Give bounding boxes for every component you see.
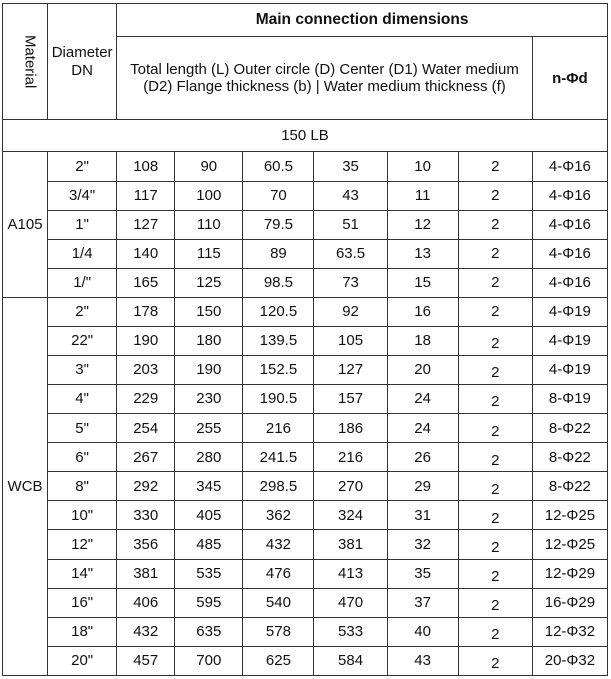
outer-circle-cell: 635 xyxy=(175,617,243,646)
diameter-cell: 18" xyxy=(48,617,117,646)
medium-thickness-cell: 2 xyxy=(458,385,532,414)
center-cell: 216 xyxy=(243,414,314,443)
total-length-cell: 432 xyxy=(117,617,175,646)
water-medium-cell: 270 xyxy=(314,472,387,501)
diameter-cell: 5" xyxy=(48,414,117,443)
center-cell: 89 xyxy=(243,239,314,268)
diameter-cell: 6" xyxy=(48,443,117,472)
outer-circle-cell: 115 xyxy=(175,239,243,268)
medium-thickness-cell: 2 xyxy=(458,268,532,297)
table-row xyxy=(3,443,608,472)
diameter-cell: 1/" xyxy=(48,268,117,297)
water-medium-cell: 63.5 xyxy=(314,239,387,268)
center-cell: 70 xyxy=(243,181,314,210)
outer-circle-cell: 100 xyxy=(175,181,243,210)
total-length-cell: 165 xyxy=(117,268,175,297)
flange-thickness-cell: 24 xyxy=(387,414,458,443)
diameter-cell: 16" xyxy=(48,588,117,617)
water-medium-cell: 470 xyxy=(314,588,387,617)
n-phi-d-cell: 4-Φ19 xyxy=(532,297,607,326)
outer-circle-cell: 595 xyxy=(175,588,243,617)
outer-circle-cell: 190 xyxy=(175,355,243,384)
diameter-header: Diameter DN xyxy=(48,4,117,120)
n-phi-d-cell: 4-Φ16 xyxy=(532,210,607,239)
water-medium-cell: 381 xyxy=(314,530,387,559)
medium-thickness-cell: 2 xyxy=(458,414,532,443)
flange-thickness-cell: 10 xyxy=(387,152,458,181)
n-phi-d-cell: 16-Φ29 xyxy=(532,588,607,617)
table-row xyxy=(3,414,608,443)
n-phi-d-cell: 12-Φ29 xyxy=(532,559,607,588)
center-cell: 298.5 xyxy=(243,472,314,501)
total-length-cell: 229 xyxy=(117,385,175,414)
diameter-cell: 1" xyxy=(48,210,117,239)
center-cell: 60.5 xyxy=(243,152,314,181)
diameter-cell: 2" xyxy=(48,297,117,326)
flange-thickness-cell: 13 xyxy=(387,239,458,268)
outer-circle-cell: 345 xyxy=(175,472,243,501)
n-phi-d-cell: 4-Φ16 xyxy=(532,239,607,268)
total-length-cell: 356 xyxy=(117,530,175,559)
material-header-cell xyxy=(3,4,48,120)
water-medium-cell: 584 xyxy=(314,646,387,675)
n-phi-d-cell: 8-Φ22 xyxy=(532,414,607,443)
medium-thickness-cell: 2 xyxy=(458,646,532,675)
table-row xyxy=(3,239,608,268)
outer-circle-cell: 280 xyxy=(175,443,243,472)
diameter-cell: 3/4" xyxy=(48,181,117,210)
diameter-cell: 20" xyxy=(48,646,117,675)
diameter-cell: 10" xyxy=(48,501,117,530)
outer-circle-cell: 180 xyxy=(175,326,243,355)
outer-circle-cell: 230 xyxy=(175,385,243,414)
center-cell: 578 xyxy=(243,617,314,646)
flange-thickness-cell: 16 xyxy=(387,297,458,326)
total-length-cell: 381 xyxy=(117,559,175,588)
center-cell: 98.5 xyxy=(243,268,314,297)
outer-circle-cell: 150 xyxy=(175,297,243,326)
table-row xyxy=(3,181,608,210)
total-length-cell: 127 xyxy=(117,210,175,239)
dimensions-table xyxy=(2,3,608,676)
total-length-cell: 406 xyxy=(117,588,175,617)
n-phi-d-cell: 4-Φ16 xyxy=(532,152,607,181)
n-phi-d-header: n-Φd xyxy=(532,37,607,120)
water-medium-cell: 51 xyxy=(314,210,387,239)
table-row xyxy=(3,385,608,414)
center-cell: 120.5 xyxy=(243,297,314,326)
outer-circle-cell: 405 xyxy=(175,501,243,530)
flange-thickness-cell: 35 xyxy=(387,559,458,588)
table-row xyxy=(3,617,608,646)
outer-circle-cell: 90 xyxy=(175,152,243,181)
table-row xyxy=(3,472,608,501)
center-cell: 476 xyxy=(243,559,314,588)
table-row xyxy=(3,559,608,588)
medium-thickness-cell: 2 xyxy=(458,297,532,326)
medium-thickness-cell: 2 xyxy=(458,239,532,268)
table-row xyxy=(3,355,608,384)
diameter-cell: 4" xyxy=(48,385,117,414)
flange-thickness-cell: 37 xyxy=(387,588,458,617)
diameter-cell: 2" xyxy=(48,152,117,181)
total-length-cell: 292 xyxy=(117,472,175,501)
center-cell: 190.5 xyxy=(243,385,314,414)
flange-thickness-cell: 12 xyxy=(387,210,458,239)
outer-circle-cell: 485 xyxy=(175,530,243,559)
material-header: Material xyxy=(21,34,39,89)
flange-thickness-cell: 11 xyxy=(387,181,458,210)
diameter-cell: 22" xyxy=(48,326,117,355)
total-length-cell: 457 xyxy=(117,646,175,675)
medium-thickness-cell: 2 xyxy=(458,443,532,472)
material-cell: A105 xyxy=(3,152,48,297)
n-phi-d-cell: 8-Φ22 xyxy=(532,472,607,501)
total-length-cell: 267 xyxy=(117,443,175,472)
water-medium-cell: 533 xyxy=(314,617,387,646)
n-phi-d-cell: 8-Φ19 xyxy=(532,385,607,414)
medium-thickness-cell: 2 xyxy=(458,326,532,355)
center-cell: 625 xyxy=(243,646,314,675)
water-medium-cell: 105 xyxy=(314,326,387,355)
n-phi-d-cell: 4-Φ16 xyxy=(532,181,607,210)
total-length-cell: 140 xyxy=(117,239,175,268)
main-dimensions-title: Main connection dimensions xyxy=(117,4,608,37)
diameter-cell: 3" xyxy=(48,355,117,384)
flange-thickness-cell: 24 xyxy=(387,385,458,414)
n-phi-d-cell: 12-Φ32 xyxy=(532,617,607,646)
table-row xyxy=(3,588,608,617)
flange-thickness-cell: 29 xyxy=(387,472,458,501)
water-medium-cell: 43 xyxy=(314,181,387,210)
outer-circle-cell: 700 xyxy=(175,646,243,675)
table-row xyxy=(3,210,608,239)
outer-circle-cell: 125 xyxy=(175,268,243,297)
n-phi-d-cell: 8-Φ22 xyxy=(532,443,607,472)
flange-thickness-cell: 31 xyxy=(387,501,458,530)
water-medium-cell: 127 xyxy=(314,355,387,384)
table-row xyxy=(3,646,608,675)
total-length-cell: 330 xyxy=(117,501,175,530)
n-phi-d-cell: 20-Φ32 xyxy=(532,646,607,675)
flange-thickness-cell: 20 xyxy=(387,355,458,384)
medium-thickness-cell: 2 xyxy=(458,472,532,501)
outer-circle-cell: 255 xyxy=(175,414,243,443)
water-medium-cell: 157 xyxy=(314,385,387,414)
water-medium-cell: 216 xyxy=(314,443,387,472)
dimension-columns-header: Total length (L) Outer circle (D) Center (D1) Water medium (D2) Flange thickness (b) | Water medium thickness (f) xyxy=(117,37,533,120)
n-phi-d-cell: 12-Φ25 xyxy=(532,501,607,530)
medium-thickness-cell: 2 xyxy=(458,588,532,617)
diameter-cell: 12" xyxy=(48,530,117,559)
outer-circle-cell: 110 xyxy=(175,210,243,239)
flange-thickness-cell: 43 xyxy=(387,646,458,675)
total-length-cell: 203 xyxy=(117,355,175,384)
water-medium-cell: 413 xyxy=(314,559,387,588)
center-cell: 540 xyxy=(243,588,314,617)
center-cell: 432 xyxy=(243,530,314,559)
flange-thickness-cell: 18 xyxy=(387,326,458,355)
medium-thickness-cell: 2 xyxy=(458,181,532,210)
center-cell: 139.5 xyxy=(243,326,314,355)
medium-thickness-cell: 2 xyxy=(458,355,532,384)
flange-thickness-cell: 15 xyxy=(387,268,458,297)
center-cell: 152.5 xyxy=(243,355,314,384)
table-row xyxy=(3,297,608,326)
total-length-cell: 117 xyxy=(117,181,175,210)
flange-thickness-cell: 40 xyxy=(387,617,458,646)
medium-thickness-cell: 2 xyxy=(458,530,532,559)
medium-thickness-cell: 2 xyxy=(458,559,532,588)
diameter-cell: 8" xyxy=(48,472,117,501)
total-length-cell: 190 xyxy=(117,326,175,355)
n-phi-d-cell: 4-Φ16 xyxy=(532,268,607,297)
n-phi-d-cell: 4-Φ19 xyxy=(532,355,607,384)
flange-thickness-cell: 32 xyxy=(387,530,458,559)
medium-thickness-cell: 2 xyxy=(458,617,532,646)
water-medium-cell: 324 xyxy=(314,501,387,530)
center-cell: 79.5 xyxy=(243,210,314,239)
medium-thickness-cell: 2 xyxy=(458,501,532,530)
water-medium-cell: 186 xyxy=(314,414,387,443)
center-cell: 362 xyxy=(243,501,314,530)
medium-thickness-cell: 2 xyxy=(458,152,532,181)
outer-circle-cell: 535 xyxy=(175,559,243,588)
table-row xyxy=(3,530,608,559)
pressure-class-label: 150 LB xyxy=(3,120,608,152)
n-phi-d-cell: 12-Φ25 xyxy=(532,530,607,559)
total-length-cell: 254 xyxy=(117,414,175,443)
total-length-cell: 178 xyxy=(117,297,175,326)
n-phi-d-cell: 4-Φ19 xyxy=(532,326,607,355)
table-row xyxy=(3,152,608,181)
water-medium-cell: 92 xyxy=(314,297,387,326)
table-row xyxy=(3,501,608,530)
total-length-cell: 108 xyxy=(117,152,175,181)
diameter-cell: 1/4 xyxy=(48,239,117,268)
water-medium-cell: 35 xyxy=(314,152,387,181)
table-row xyxy=(3,326,608,355)
table-row xyxy=(3,268,608,297)
flange-thickness-cell: 26 xyxy=(387,443,458,472)
center-cell: 241.5 xyxy=(243,443,314,472)
medium-thickness-cell: 2 xyxy=(458,210,532,239)
material-cell: WCB xyxy=(3,297,48,675)
water-medium-cell: 73 xyxy=(314,268,387,297)
diameter-cell: 14" xyxy=(48,559,117,588)
